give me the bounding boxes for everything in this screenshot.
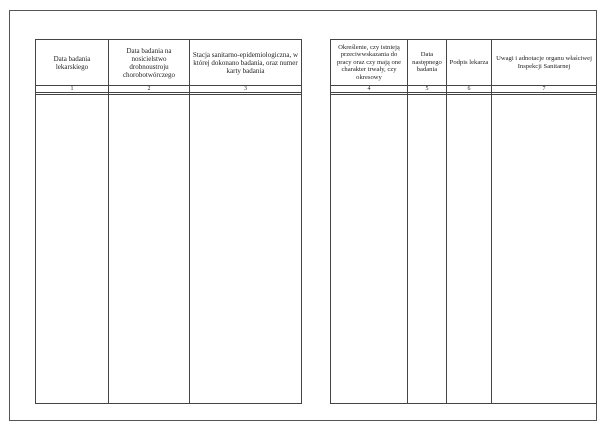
column-number: 6 [447,86,491,93]
column-7 [492,40,596,403]
column-header: Określenie, czy istnieją przeciwwskazania do pracy oraz czy mają one charakter trwały, czy okresowy [331,40,407,86]
column-3 [190,40,301,403]
column-header: Data badania na nosicielstwo drobnoustroju chorobotwórczego [109,40,189,86]
column-2 [109,40,190,403]
column-body [447,95,491,403]
column-body [492,95,596,403]
column-body [408,95,446,403]
column-header: Uwagi i adnotacje organu właściwej Inspekcji Sanitarnej [492,40,596,86]
column-5 [408,40,447,403]
column-header: Stacja sanitarno-epidemiologiczna, w której dokonano badania, oraz numer karty badania [190,40,301,86]
column-4 [331,40,408,403]
column-body [190,95,301,403]
column-number: 1 [36,86,108,93]
document-frame [9,10,597,421]
left-page-table [35,39,302,404]
column-header: Data badania lekarskiego [36,40,108,86]
column-1 [36,40,109,403]
column-header: Podpis lekarza [447,40,491,86]
column-6 [447,40,492,403]
right-page-table [330,39,597,404]
column-number: 2 [109,86,189,93]
column-number: 7 [492,86,596,93]
column-number: 5 [408,86,446,93]
column-header: Data następnego badania [408,40,446,86]
column-number: 4 [331,86,407,93]
column-number: 3 [190,86,301,93]
column-body [109,95,189,403]
column-body [36,95,108,403]
column-body [331,95,407,403]
